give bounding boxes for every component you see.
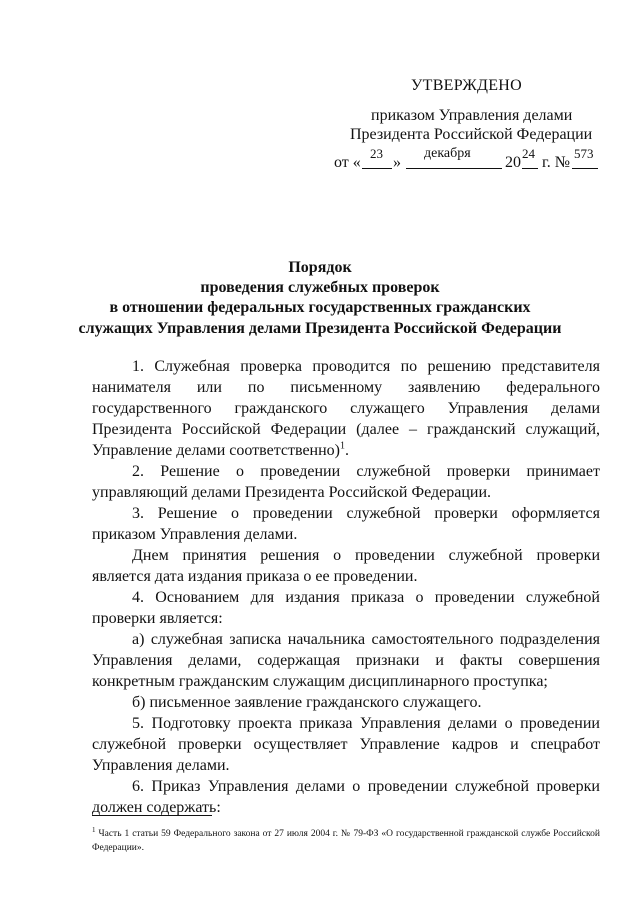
- footnote-ref: 1: [340, 440, 345, 452]
- paragraph-4: Днем принятия решения о проведении служебной проверки является дата издания приказа о ее проведении.: [92, 547, 600, 585]
- date-year-suffix: 24: [522, 146, 535, 161]
- paragraph-3: 3. Решение о проведении служебной проверки оформляется приказом Управления делами.: [92, 505, 600, 543]
- date-day: 23: [370, 146, 383, 161]
- order-line-2: Президента Российской Федерации: [350, 126, 593, 143]
- paragraph-2: 2. Решение о проведении служебной проверки принимает управляющий делами Президента Российской Федерации.: [92, 463, 600, 501]
- date-prefix: от «: [334, 154, 361, 171]
- paragraph-5: 4. Основанием для издания приказа о проведении служебной проверки является:: [92, 589, 600, 627]
- paragraph-6: а) служебная записка начальника самостоятельного подразделения Управления делами, содержащая признаки и факты совершения конкретным гражданским служащим дисциплинарного проступка;: [92, 631, 600, 690]
- title-line-4: служащих Управления делами Президента Российской Федерации: [78, 320, 562, 337]
- title-line-3: в отношении федеральных государственных гражданских: [109, 299, 531, 316]
- paragraph-7: б) письменное заявление гражданского служащего.: [132, 694, 482, 711]
- date-year-prefix: 20: [505, 154, 521, 171]
- date-g-no: г. №: [542, 154, 571, 171]
- paragraph-8: 5. Подготовку проекта приказа Управления делами о проведении служебной проверки осуществляет Управление кадров и спецработ Управления делами.: [92, 715, 600, 774]
- footnote-text: Часть 1 статьи 59 Федерального закона от 27 июля 2004 г. № 79-ФЗ «О государственной гражданской службе Российской Федерации».: [92, 829, 600, 854]
- approved-stamp: УТВЕРЖДЕНО: [411, 77, 523, 94]
- order-line-1: приказом Управления делами: [371, 107, 573, 124]
- paragraph-1: 1. Служебная проверка проводится по решению представителя нанимателя или по письменному заявлению федерального государственного гражданского служащего Управления делами Президента Российской Федерации (далее – гражданский служащий, Управление делами соответственно)$^1$.: [92, 358, 600, 459]
- footnote: [92, 823, 600, 855]
- title-line-1: Порядок: [288, 259, 352, 276]
- paragraph-9: 6. Приказ Управления делами о проведении служебной проверки должен содержать:: [92, 778, 600, 816]
- title-line-2: проведения служебных проверок: [200, 279, 440, 296]
- order-number: 573: [574, 146, 594, 161]
- footnote-divider: [92, 815, 212, 816]
- footnote-marker: 1: [92, 826, 96, 834]
- date-month: декабря: [424, 146, 471, 161]
- date-quote-close: »: [393, 154, 401, 171]
